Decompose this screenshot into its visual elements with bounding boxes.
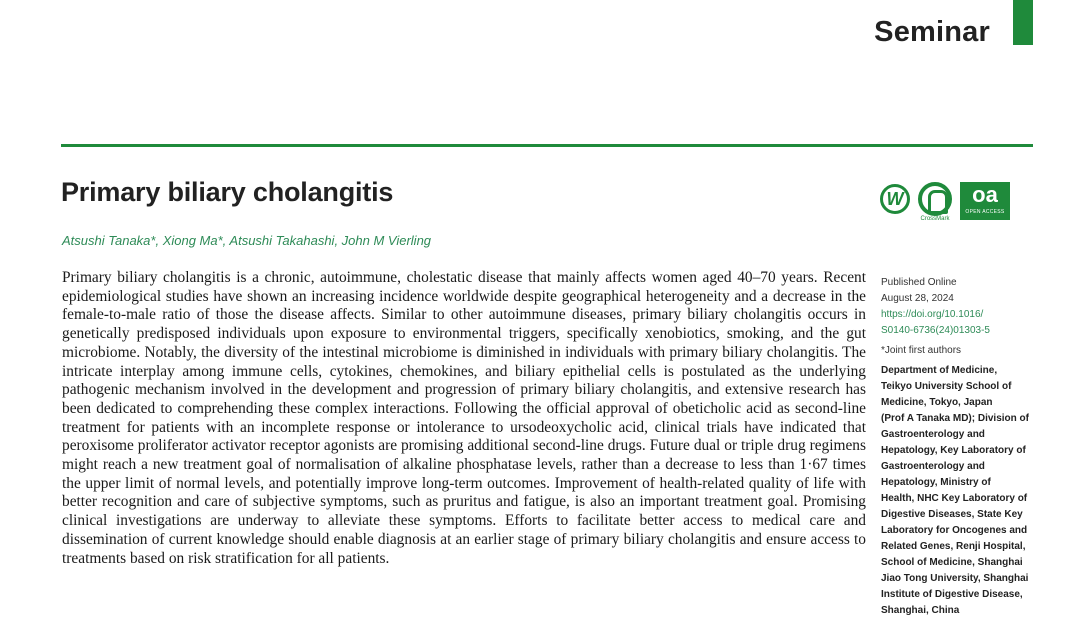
open-access-badge[interactable] [960, 182, 1010, 220]
affiliation-line: Medicine, Tokyo, Japan [881, 397, 993, 408]
w-badge-icon[interactable]: W [880, 184, 910, 214]
author-list: Atsushi Tanaka*, Xiong Ma*, Atsushi Takahashi, John M Vierling [62, 233, 432, 248]
affiliation-line: Hepatology, Key Laboratory of [881, 445, 1026, 456]
published-date: August 28, 2024 [881, 293, 954, 304]
affiliation-line: Health, NHC Key Laboratory of [881, 493, 1028, 504]
affiliation-line: Shanghai, China [881, 605, 960, 616]
crossmark-label: CrossMark [920, 216, 950, 222]
section-label: Seminar [874, 16, 990, 48]
crossmark-icon[interactable] [918, 182, 952, 216]
doi-link-line-2[interactable]: S0140-6736(24)01303-5 [881, 325, 990, 336]
article-title: Primary biliary cholangitis [61, 177, 394, 207]
article-badges [880, 182, 1010, 222]
affiliation-line: Gastroenterology and [881, 461, 985, 472]
article-sidebar [881, 275, 1041, 619]
header-divider [61, 144, 1033, 147]
published-label: Published Online [881, 277, 957, 288]
affiliation-line: Department of Medicine, [881, 365, 998, 376]
affiliation-line: Gastroenterology and [881, 429, 985, 440]
affiliation-line: Hepatology, Ministry of [881, 477, 991, 488]
affiliation-line: Institute of Digestive Disease, [881, 589, 1023, 600]
joint-authors-note: *Joint first authors [881, 345, 962, 356]
affiliation-line: (Prof A Tanaka MD); Division of [881, 413, 1029, 424]
section-accent-bar [1013, 0, 1033, 45]
affiliation-line: Related Genes, Renji Hospital, [881, 541, 1026, 552]
affiliation-line: Jiao Tong University, Shanghai [881, 573, 1029, 584]
abstract-text: Primary biliary cholangitis is a chronic, autoimmune, cholestatic disease that mainly affects women aged 40–70 years. Recent epidemiological studies have shown an increasing incidence worldwide despite geographical heterogeneity and a decrease in the female-to-male ratio of those the disease affects. Similar to other autoimmune diseases, primary biliary cholangitis occurs in genetically predisposed individuals upon exposure to environmental triggers, specifically xenobiotics, smoking, and the gut microbiome. Notably, the diversity of the intestinal microbiome is diminished in individuals with primary biliary cholangitis. The intricate interplay among immune cells, cytokines, chemokines, and biliary epithelial cells is postulated as the underlying pathogenic mechanism involved in the development and progression of primary biliary cholangitis, and extensive research has been dedicated to comprehending these complex interactions. Following the official approval of obeticholic acid as second-line treatment for patients with an incomplete response or intolerance to ursodeoxycholic acid, clinical trials have indicated that peroxisome proliferator activator receptor agonists are promising additional second-line drugs. Future dual or triple drug regimens might reach a new treatment goal of normalisation of alkaline phosphatase levels, rather than a decrease to less than 1·67 times the upper limit of normal levels, and potentially improve long-term outcomes. Improvement of health-related quality of life with better recognition and care of subjective symptoms, such as pruritus and fatigue, is also an important treatment goal. Promising clinical investigations are underway to alleviate these symptoms. Efforts to facilitate better access to medical care and dissemination of current knowledge should enable diagnosis at an earlier stage of primary biliary cholangitis and ensure access to treatments based on risk stratification for all patients. [62, 269, 866, 567]
affiliation-line: Teikyo University School of [881, 381, 1012, 392]
affiliation-line: Laboratory for Oncogenes and [881, 525, 1028, 536]
affiliation-line: Digestive Diseases, State Key [881, 509, 1023, 520]
doi-link-line-1[interactable]: https://doi.org/10.1016/ [881, 309, 984, 320]
open-access-icon: oa [972, 182, 998, 207]
affiliation-line: School of Medicine, Shanghai [881, 557, 1023, 568]
open-access-label: OPEN ACCESS [965, 209, 1005, 215]
affiliations [881, 363, 1041, 619]
